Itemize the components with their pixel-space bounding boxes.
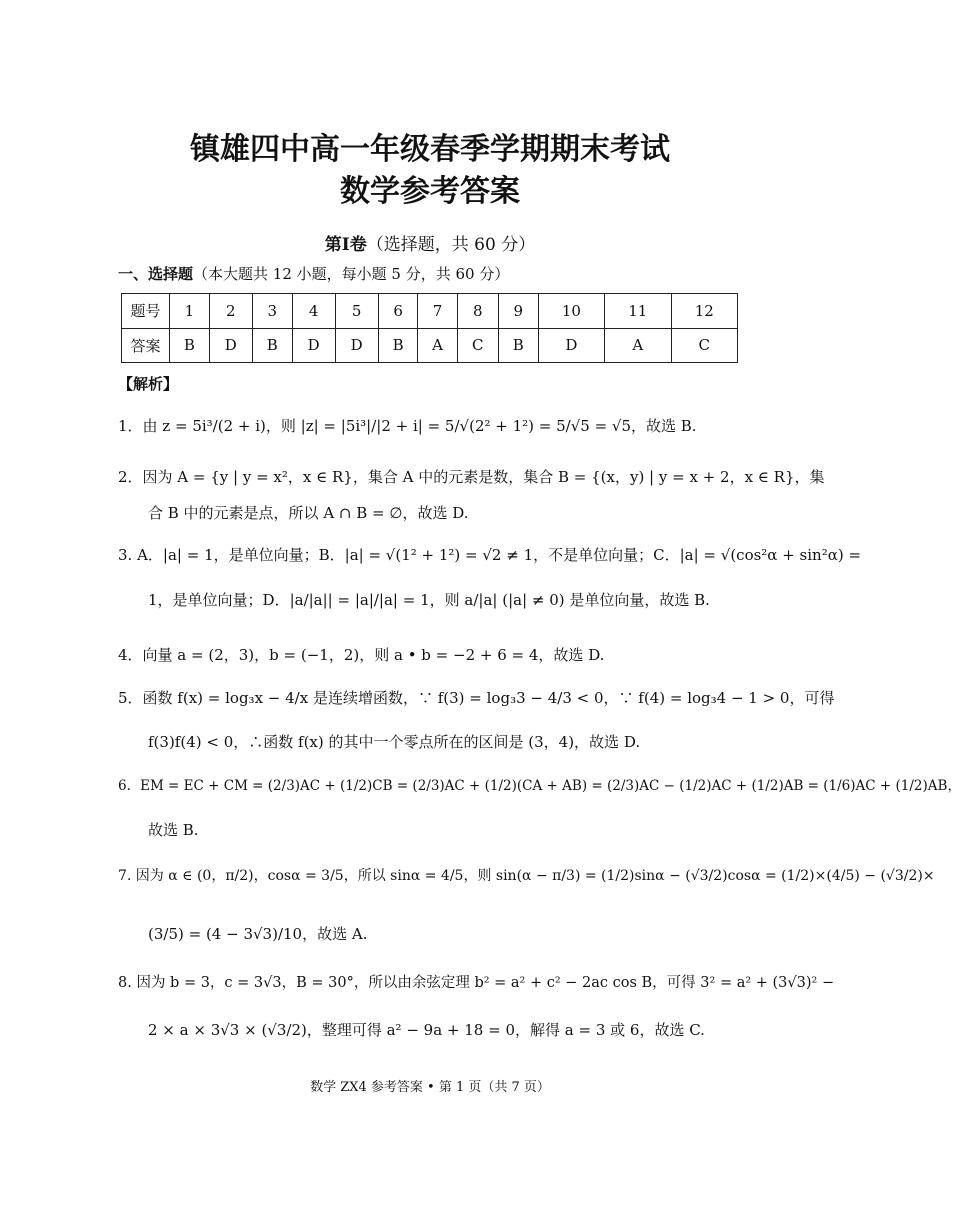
table-answer-label: 答案 (122, 328, 170, 363)
volume-label: 第Ⅰ卷 (324, 235, 367, 255)
page-footer: 数学 ZX4 参考答案 • 第 1 页（共 7 页） (310, 1080, 550, 1095)
table-row-numbers (122, 294, 738, 329)
answer-cell: C (671, 328, 738, 363)
question-number: 11 (605, 294, 671, 329)
volume-note: （选择题，共 60 分） (366, 235, 536, 255)
document-title: 镇雄四中高一年级春季学期期末考试 (190, 132, 670, 167)
solution-line: (3/5) = (4 − 3√3)/10，故选 A. (148, 925, 368, 943)
question-number: 8 (457, 294, 498, 329)
section-note: （本大题共 12 小题，每小题 5 分，共 60 分） (193, 265, 510, 283)
solution-line: 3. A．|a| = 1，是单位向量；B．|a| = √(1² + 1²) = √2 ≠ 1，不是单位向量；C．|a| = √(cos²α + sin²α) = (118, 546, 862, 564)
question-number: 5 (335, 294, 378, 329)
solution-line: 4．向量 a = (2，3)，b = (−1，2)，则 a • b = −2 + 6 = 4，故选 D. (118, 646, 605, 664)
document-subtitle: 数学参考答案 (340, 174, 520, 209)
question-number: 1 (170, 294, 210, 329)
answer-cell: D (292, 328, 335, 363)
table-header-label: 题号 (122, 294, 170, 329)
answer-cell: C (457, 328, 498, 363)
answer-cell: B (378, 328, 418, 363)
table-row-answers (122, 328, 738, 363)
question-number: 10 (538, 294, 604, 329)
solution-line: 1．由 z = 5i³/(2 + i)，则 |z| = |5i³|/|2 + i| = 5/√(2² + 1²) = 5/√5 = √5，故选 B. (118, 417, 697, 435)
question-number: 4 (292, 294, 335, 329)
question-number: 2 (209, 294, 252, 329)
solution-line: 2 × a × 3√3 × (√3/2)，整理可得 a² − 9a + 18 = 0，解得 a = 3 或 6，故选 C. (148, 1021, 705, 1039)
question-number: 12 (671, 294, 738, 329)
solution-line: f(3)f(4) < 0，∴函数 f(x) 的其中一个零点所在的区间是 (3，4)，故选 D. (148, 733, 641, 751)
answer-table (121, 293, 738, 363)
solution-line: 7. 因为 α ∈ (0，π/2)，cosα = 3/5，所以 sinα = 4/5，则 sin(α − π/3) = (1/2)sinα − (√3/2)cosα = (1/2)×(4/5) − (√3/2)× (118, 868, 935, 884)
solution-line: 8. 因为 b = 3，c = 3√3，B = 30°，所以由余弦定理 b² = a² + c² − 2ac cos B，可得 3² = a² + (3√3)² − (118, 975, 835, 991)
question-number: 9 (498, 294, 538, 329)
question-number: 6 (378, 294, 418, 329)
solution-line: 2．因为 A = {y | y = x²，x ∈ R}，集合 A 中的元素是数，集合 B = {(x，y) | y = x + 2，x ∈ R}，集 (118, 468, 825, 486)
volume-heading (0, 230, 860, 255)
question-number: 7 (418, 294, 457, 329)
section-label: 一、选择题 (118, 265, 194, 283)
analysis-heading: 【解析】 (118, 375, 179, 393)
answer-cell: D (335, 328, 378, 363)
answer-cell: B (498, 328, 538, 363)
question-number: 3 (252, 294, 292, 329)
answer-cell: A (605, 328, 671, 363)
solution-line: 合 B 中的元素是点，所以 A ∩ B = ∅，故选 D. (148, 504, 469, 522)
solution-line: 5．函数 f(x) = log₃x − 4/x 是连续增函数，∵ f(3) = log₃3 − 4/3 < 0，∵ f(4) = log₃4 − 1 > 0，可得 (118, 689, 835, 707)
answer-cell: D (538, 328, 604, 363)
answer-cell: B (252, 328, 292, 363)
answer-cell: A (418, 328, 457, 363)
solution-line: 6．EM = EC + CM = (2/3)AC + (1/2)CB = (2/3)AC + (1/2)(CA + AB) = (2/3)AC − (1/2)AC + (1/2)AB = (1/6)AC + (1/2)AB， (118, 778, 961, 794)
answer-cell: D (209, 328, 252, 363)
section-heading (118, 263, 509, 284)
answer-cell: B (170, 328, 210, 363)
solution-line: 故选 B. (148, 821, 199, 839)
solution-line: 1，是单位向量；D．|a/|a|| = |a|/|a| = 1，则 a/|a| (|a| ≠ 0) 是单位向量，故选 B. (148, 591, 710, 609)
